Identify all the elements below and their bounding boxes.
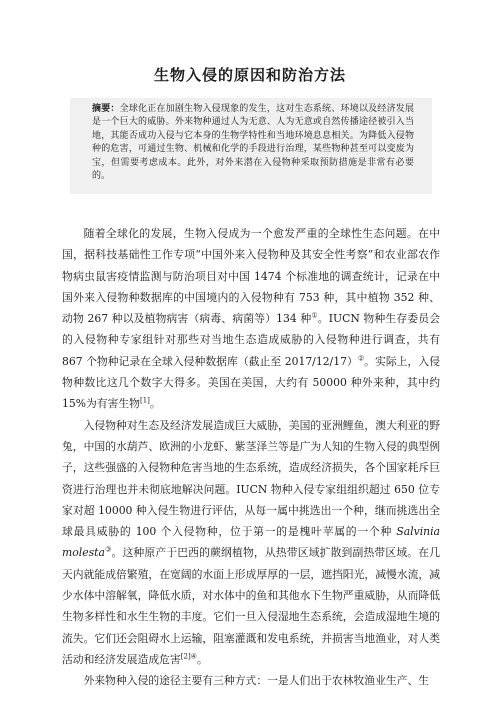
paragraph-1-text-3: 。实际上，入侵物种数比这几个数字大得多。美国在美国，大约有 50000 种外来种，其中约 15%为有害生物 [62, 354, 441, 411]
paragraph-3 [62, 670, 440, 691]
paragraph-2-end: 。 [196, 652, 208, 666]
paragraph-2-text-2: 。这种原产于巴西的蕨纲植物，从热带区域扩散到副热带区域。在几天内就能成倍繁殖，在宽阔的水面上形成厚厚的一层，遮挡阳光，减慢水流，减少水体中溶解氧，降低水质，对水体中的鱼和其他水下生物严重威胁，从而降低生物多样性和水生生物的丰度。它们一旦入侵湿地生态系统，会造成湿地生境的流失。它们还会阻碍水上运输，阻塞灌溉和发电系统，并损害当地渔业，对人类活动和经济发展造成危害 [62, 546, 440, 666]
footnote-ref: ② [357, 354, 365, 363]
paragraph-3-text: 外来物种入侵的途径主要有三种方式：一是人们出于农林牧渔业生产、生 [83, 674, 430, 688]
footnote-ref: ① [311, 311, 318, 320]
paragraph-1-end: 。 [149, 397, 161, 411]
footnote-ref: ③ [104, 545, 112, 554]
citation-ref: [2]④ [180, 652, 197, 661]
abstract-body: 全球化正在加剧生物入侵现象的发生，这对生态系统、环境以及经济发展是一个巨大的威胁。外来物种通过人为无意、人为无意或自然传播途径被引入当地，其能否成功入侵与它本身的生物学特性和当地环境息息相关。为降低入侵物种的危害，可通过生物、机械和化学的手段进行治理，某些物种甚至可以变废为宝，但需要考虑成本。此外，对外来潜在入侵物种采取预防措施是非常有必要的。 [92, 104, 414, 182]
citation-ref: [1] [139, 396, 150, 405]
body-text [62, 223, 440, 692]
species-name: Salvinia molesta [62, 525, 440, 560]
abstract-label: 摘要： [92, 104, 120, 114]
paragraph-1-text: 随着全球化的发展，生物入侵成为一个愈发严重的全球性生态问题。在中国，据科技基础性工作专项“中国外来入侵物种及其安全性考察”和农业部农作物病虫鼠害疫情监测与防治项目对中国 1474 个标准地的调查统计，记录在中国外来入侵物种数据库的中国境内的入侵物种有 753 种，其中植物 352 种、动物 267 种以及植物病害（病毒、病菌等）134 种 [62, 227, 440, 326]
page-title: 生物入侵的原因和防治方法 [153, 66, 346, 84]
paragraph-1 [62, 223, 440, 415]
paragraph-2 [62, 415, 440, 671]
abstract [92, 103, 414, 183]
paragraph-1-text-2: 。IUCN 物种生存委员会的入侵物种专家组针对那些对当地生态造成威胁的入侵物种进行调查，共有 867 个物种记录在全球入侵种数据库（截止至 2017/12/17） [62, 312, 441, 368]
paragraph-2-text: 入侵物种对生态及经济发展造成巨大威胁，美国的亚洲鲤鱼，澳大利亚的野兔，中国的水葫芦、欧洲的小龙虾、紫茎泽兰等是广为人知的生物入侵的典型例子，这些强盛的入侵物种危害当地的生态系统，造成经济损失，各个国家耗斥巨资进行治理也并未彻底地解决问题。IUCN 物种入侵专家组组织超过 650 位专家对超 10000 种入侵生物进行评估，从每一属中挑选出一个种，继而挑选出全球最具威胁的 100 个入侵物种，位于第一的是槐叶苹属的一个种 [62, 418, 440, 539]
